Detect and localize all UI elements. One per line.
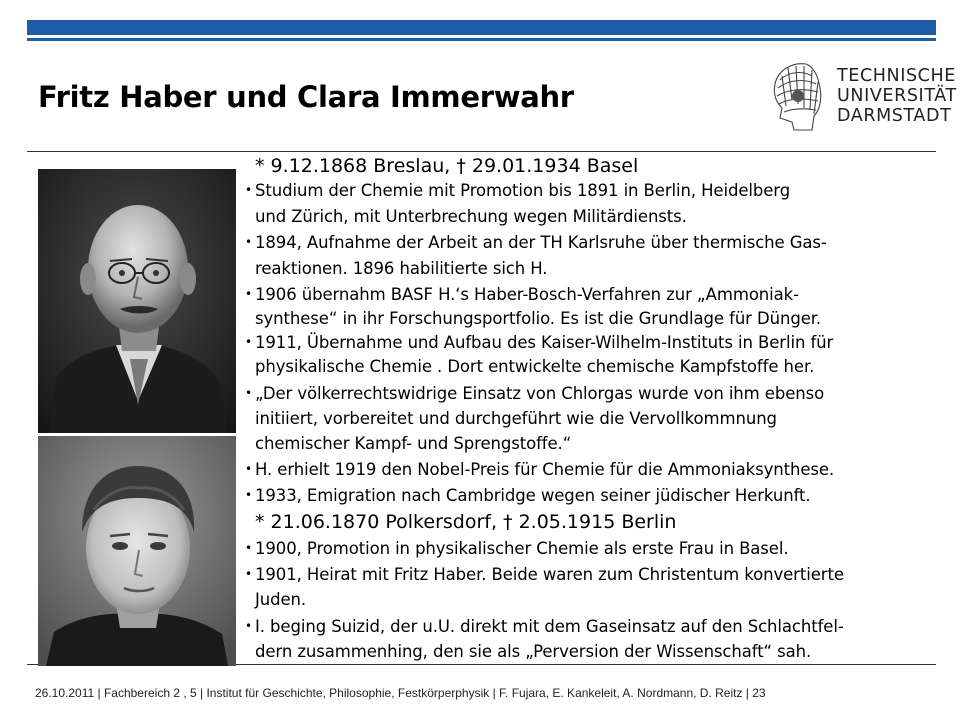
clara-bullet-1-line-1: • 1900, Promotion in physikalischer Chemie als erste Frau in Basel. <box>245 539 789 558</box>
fritz-bullet-1-line-1: • Studium der Chemie mit Promotion bis 1891 in Berlin, Heidelberg <box>245 181 791 200</box>
clara-life-dates: * 21.06.1870 Polkersdorf, † 2.05.1915 Berlin <box>255 511 677 533</box>
fritz-bullet-5-line-3: chemischer Kampf- und Sprengstoffe.“ <box>255 434 572 453</box>
clara-bullet-2-line-1: • 1901, Heirat mit Fritz Haber. Beide waren zum Christentum konvertierte <box>245 565 844 584</box>
athena-emblem-icon <box>762 58 828 134</box>
bullet-icon: • <box>245 462 252 476</box>
bullet-icon: • <box>245 287 252 301</box>
logo-line-2: UNIVERSITÄT <box>837 86 957 106</box>
slide-footer: 26.10.2011 | Fachbereich 2 , 5 | Institut für Geschichte, Philosophie, Festkörperphysik | F. Fujara, E. Kankeleit, A. Nordmann, D. Reitz | 23 <box>35 686 766 700</box>
bullet-icon: • <box>245 541 252 555</box>
university-logo <box>762 58 957 134</box>
header-bar-line <box>27 38 936 41</box>
fritz-haber-portrait <box>38 169 236 433</box>
fritz-bullet-2-line-2: reaktionen. 1896 habilitierte sich H. <box>255 259 548 278</box>
fritz-bullet-4-line-2: physikalische Chemie . Dort entwickelte chemische Kampfstoffe her. <box>255 357 815 376</box>
logo-line-3: DARMSTADT <box>837 106 952 126</box>
fritz-bullet-3-line-1: • 1906 übernahm BASF H.‘s Haber-Bosch-Verfahren zur „Ammoniak- <box>245 285 799 304</box>
fritz-bullet-1-line-2: und Zürich, mit Unterbrechung wegen Militärdiensts. <box>255 207 687 226</box>
fritz-bullet-3-line-2: synthese“ in ihr Forschungsportfolio. Es ist die Grundlage für Dünger. <box>255 309 822 328</box>
bullet-icon: • <box>245 567 252 581</box>
fritz-bullet-4-line-1: • 1911, Übernahme und Aufbau des Kaiser-Wilhelm-Instituts in Berlin für <box>245 333 834 352</box>
top-divider <box>27 151 936 152</box>
fritz-life-dates: * 9.12.1868 Breslau, † 29.01.1934 Basel <box>255 155 639 177</box>
fritz-bullet-5-line-2: initiiert, vorbereitet und durchgeführt wie die Vervollkommnung <box>255 409 777 428</box>
bullet-icon: • <box>245 488 252 502</box>
bullet-icon: • <box>245 335 252 349</box>
bullet-icon: • <box>245 235 252 249</box>
clara-bullet-3-line-1: • I. beging Suizid, der u.U. direkt mit dem Gaseinsatz auf den Schlachtfel- <box>245 617 844 636</box>
logo-line-1: TECHNISCHE <box>837 66 956 86</box>
fritz-bullet-2-line-1: • 1894, Aufnahme der Arbeit an der TH Karlsruhe über thermische Gas- <box>245 233 827 252</box>
clara-bullet-2-line-2: Juden. <box>255 590 307 609</box>
fritz-bullet-6-line-1: • H. erhielt 1919 den Nobel-Preis für Chemie für die Ammoniaksynthese. <box>245 460 835 479</box>
bullet-icon: • <box>245 183 252 197</box>
fritz-bullet-5-line-1: • „Der völkerrechtswidrige Einsatz von Chlorgas wurde von ihm ebenso <box>245 384 825 403</box>
header-bar <box>27 20 936 35</box>
bullet-icon: • <box>245 619 252 633</box>
clara-immerwahr-portrait <box>38 436 236 666</box>
page-title: Fritz Haber und Clara Immerwahr <box>38 80 574 114</box>
bullet-icon: • <box>245 386 252 400</box>
clara-bullet-3-line-2: dern zusammenhing, den sie als „Perversion der Wissenschaft“ sah. <box>255 642 812 661</box>
fritz-bullet-7-line-1: • 1933, Emigration nach Cambridge wegen seiner jüdischer Herkunft. <box>245 486 811 505</box>
